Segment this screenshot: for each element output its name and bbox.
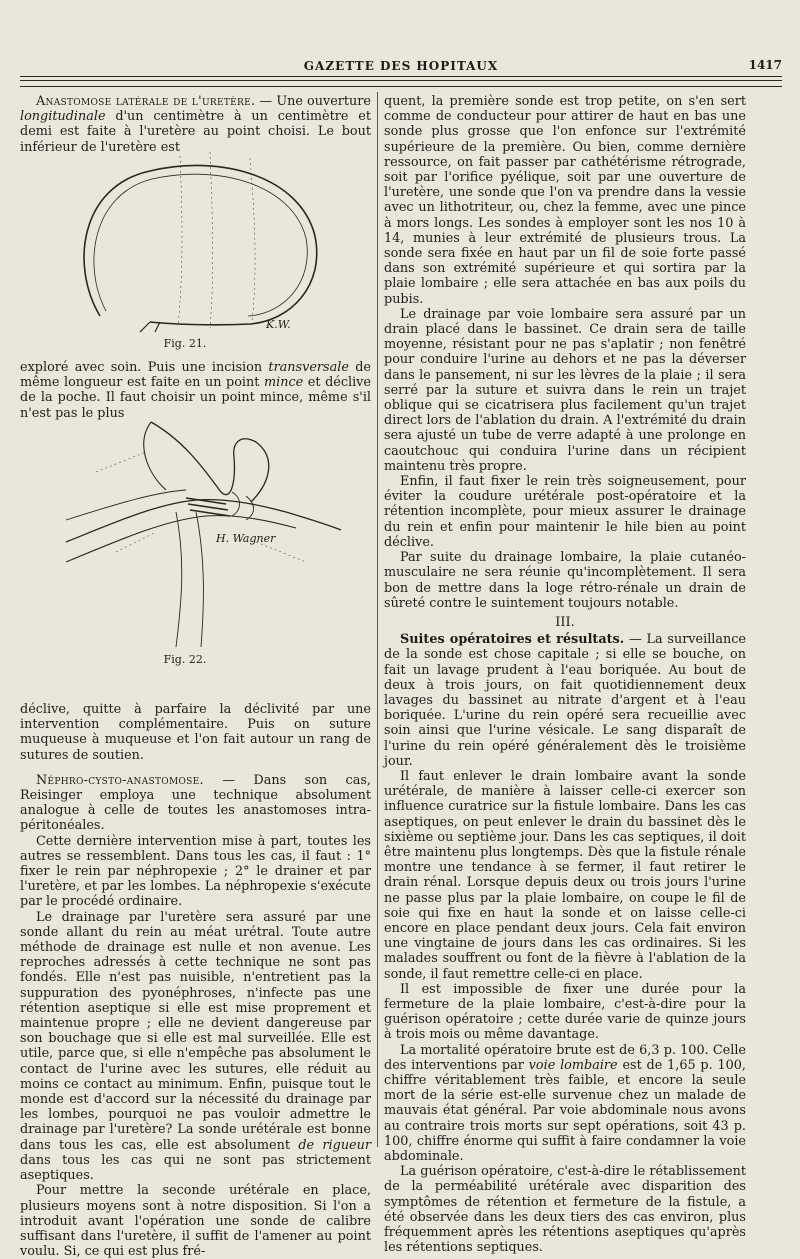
italic-term: de rigueur [298,1137,371,1153]
header-rule-thin [20,80,782,81]
text-span: — Une ouverture [255,94,371,109]
text-span: Le drainage par l'uretère sera assuré par une sonde allant du rein au méat urétral. Toute autre méthode de drainage est nulle et non avenue. Les reproches adressés à cette technique ne sont pas fondés. Elle n'est pas nuisible, n'entretient pas la suppuration des pyonéphroses, n'infecte pas une rétention aseptique si elle est mise proprement et maintenue propre ; elle ne devient dangereuse par son bouchage que si elle est mal surveillée. Elle est utile, parce que, si elle n'empêche pas absolument le contact de l'urine avec les sutures, elle réduit au moins ce contact au minimum. Enfin, puisque tout le monde est d'accord sur la nécessité du drainage par les lombes, pourquoi ne pas vouloir admettre le drainage par l'uretère? La sonde urétérale est bonne dans tous les cas, elle est absolument [20,909,371,1153]
section-number: III. [555,614,575,630]
section-heading: Suites opératoires et résultats. [400,632,625,648]
paragraph-plaie-lombaire: Par suite du drainage lombaire, la plaie cutanéo-musculaire ne sera réunie qu'incomplètement. Il sera bon de mettre dans la loge rétro-rénale un drain de sûreté contre le suintement toujours notable. [384,550,746,611]
text-span: La mortalité opératoire brute est de 6,3 p. 100. Celle des interventions par [384,1042,746,1073]
italic-term: mince [263,375,304,391]
paragraph-sonde-conducteur: quent, la première sonde est trop petite, on s'en sert comme de conducteur pour attirer de haut en bas une sonde plus grosse que l'on enfonce sur l'extrémité supérieure de la première. Ou bien, comme dernière ressource, on fait passer par cathétérisme rétrograde, soit par l'orifice pyélique, soit par une ouverture de l'uretère, une sonde que l'on va prendre dans la vessie avec un lithotriteur, ou, chez la femme, avec une pince à mors longs. Les sondes à employer sont les nos 10 à 14, munies à leur extrémité de plusieurs trous. La sonde sera fixée en haut par un fil de soie forte passé dans son extrémité supérieure et qui sortira par la plaie lombaire ; elle sera attachée en bas aux poils du pubis. [384,94,746,307]
right-column [384,94,746,1255]
paragraph-suites-operatoires [384,632,746,769]
figure-21-signature: K.W. [266,318,291,331]
paragraph-intervention: Cette dernière intervention mise à part, toutes les autres se ressemblent. Dans tous les cas, il faut : 1° fixer le rein par néphropexie ; 2° le drainer et par l'uretère, et par les lombes. La néphropexie s'exécute par le procédé ordinaire. [20,833,371,910]
figure-21-caption: Fig. 21. [163,337,207,350]
column-divider [377,92,378,1147]
figure-22-signature: H. Wagner [216,532,276,545]
italic-term: transversale [268,360,349,375]
page-header [20,58,782,76]
text-span: est de 1,65 p. 100, chiffre véritablement très faible, et encore la seule mort de la série est-elle survenue chez un malade de mauvais état général. Par voie abdominale nous avons au contraire trois morts sur sept opérations, soit 43 p. 100, chiffre énorme qui suffit à faire condamner la voie abdominale. [384,1057,746,1165]
text-span: et déclive de la poche. Il faut choisir un point mince, même s'il n'est pas le plus [20,375,371,421]
figure-21-illustration [60,146,350,334]
paragraph-enlever-drain: Il faut enlever le drain lombaire avant la sonde urétérale, de manière à laisser celle-ci exercer son influence curatrice sur la fistule lombaire. Dans les cas aseptiques, on peut enlever le drain du bassinet dès le sixième ou septième jour. Dans les cas septiques, il doit être maintenu plus longtemps. Dès que la fistule rénale montre une tendance à se fermer, il faut retirer le drain rénal. Lorsque depuis deux ou trois jours l'urine ne passe plus par la plaie lombaire, on coupe le fil de soie qui fixe en haut la sonde et on laisse celle-ci encore en place pendant deux jours. Cela fait environ une vingtaine de jours dans les cas ordinaires. Si les malades souffrent ou font de la fièvre à l'ablation de la sonde, il faut remettre celle-ci en place. [384,768,746,982]
text-span: — Dans son cas, Reisinger employa une technique absolument analogue à celle de toutes les anastomoses intra-péritonéales. [20,772,371,834]
paragraph-mortalite [384,1043,746,1165]
paragraph-nephro-cysto [20,773,371,834]
text-span: d'un centimètre à un centimètre et demi est faite à l'uretère au point choisi. Le bout inférieur de l'uretère est [20,109,371,155]
header-rule-thick [20,76,782,77]
text-span: — La surveillance de la sonde est chose capitale ; si elle se bouche, on fait un lavage prudent à l'eau boriquée. Au bout de deux à trois jours, on fait quotidiennement deux lavages du bassinet au nitrate d'argent et à l'eau boriquée. L'urine du rein opéré sera recueillie avec soin ainsi que l'urine vésicale. Le sang disparaît de l'urine du rein opéré généralement dès le troisième jour. [384,632,747,769]
text-span: dans tous les cas qui ne sont pas strictement aseptiques. [20,1152,371,1184]
paragraph-declive: déclive, quitte à parfaire la déclivité par une intervention complémentaire. Puis on suture muqueuse à muqueuse et l'on fait autour un rang de sutures de soutien. [20,702,371,763]
header-rule-hair [20,86,782,87]
paragraph-duree: Il est impossible de fixer une durée pour la fermeture de la plaie lombaire, c'est-à-dire pour la guérison opératoire ; cette durée varie de quinze jours à trois mois ou même davantage. [384,981,746,1043]
paragraph-fixer-rein: Enfin, il faut fixer le rein très soigneusement, pour éviter la coudure urétérale post-opératoire et la rétention incomplète, pour mieux assurer le drainage du rein et enfin pour maintenir le hile bien au point déclive. [384,474,746,550]
figure-22-illustration [56,412,346,650]
page-number: 1417 [748,58,782,72]
text-span: de même longueur est faite en un point [20,360,371,391]
italic-term: longitudinale [20,109,106,125]
text-span: exploré avec soin. Puis une incision [20,360,269,375]
left-column-block-3 [20,702,371,1259]
paragraph-drainage-lombaire: Le drainage par voie lombaire sera assuré par un drain placé dans le bassinet. Ce drain sera de taille moyenne, résistant pour ne pas s'aplatir ; non fenêtré pour conduire l'urine au dehors et ne pas la déverser dans le pansement, ni sur les lèvres de la plaie ; il sera serré par la suture et suivra dans le rein un trajet oblique qui se cicatrisera plus facilement qu'un trajet direct lors de l'ablation du drain. A l'extrémité du drain sera ajusté un tube de verre adapté à une prolonge en caoutchouc qui conduira l'urine dans un récipient maintenu très propre. [384,306,746,474]
section-heading: Néphro-cysto-anastomose. [36,772,204,788]
paragraph-guerison: La guérison opératoire, c'est-à-dire le rétablissement de la perméabilité urétérale avec disparition des symptômes de rétention et fermeture de la fistule, a été observée dans les deux tiers des cas environ, plus fréquemment après les rétentions aseptiques qu'après les rétentions septiques. [384,1164,746,1256]
italic-term: voie lombaire [528,1057,618,1073]
journal-title: GAZETTE DES HOPITAUX [303,59,499,73]
section-heading: Anastomose latérale de l'uretère. [36,94,256,109]
paragraph-seconde-sonde: Pour mettre la seconde urétérale en place, plusieurs moyens sont à notre disposition. Si l'on a introduit avant l'opération une sonde de calibre suffisant dans l'uretère, il suffit de l'amener au point voulu. Si, ce qui est plus fré- [20,1183,371,1259]
figure-22-caption: Fig. 22. [163,653,207,666]
paragraph-drainage-uretere [20,910,371,1184]
